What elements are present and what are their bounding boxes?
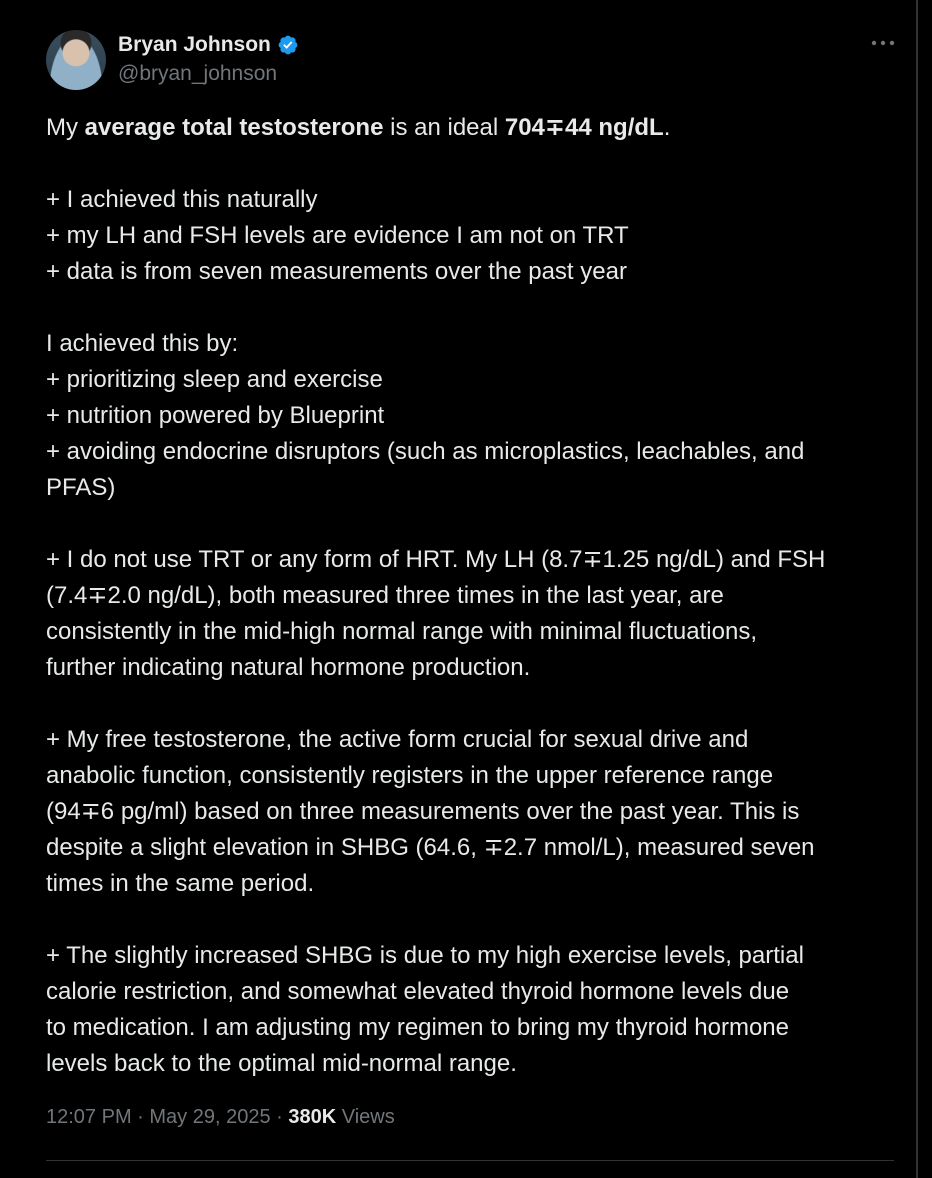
- more-options-icon[interactable]: [870, 38, 896, 48]
- post-line: My average total testosterone is an ideal 704∓44 ng/dL.: [46, 114, 671, 141]
- author-handle[interactable]: @bryan_johnson: [118, 62, 278, 85]
- post-line: calorie restriction, and somewhat elevated thyroid hormone levels due: [46, 978, 790, 1005]
- post-line: + The slightly increased SHBG is due to my high exercise levels, partial: [46, 942, 804, 969]
- post-line: (94∓6 pg/ml) based on three measurements over the past year. This is: [46, 798, 800, 825]
- post-header: [46, 30, 896, 92]
- meta-separator: ·: [131, 1106, 150, 1128]
- meta-separator: ·: [270, 1106, 289, 1128]
- post-text: [46, 110, 896, 1082]
- views-label: Views: [336, 1106, 395, 1128]
- post-line: + avoiding endocrine disruptors (such as microplastics, leachables, and: [46, 438, 805, 465]
- post-line: anabolic function, consistently registers in the upper reference range: [46, 762, 774, 789]
- verified-badge-icon: [277, 34, 299, 56]
- name-row: [118, 30, 299, 60]
- post-line: + prioritizing sleep and exercise: [46, 366, 383, 393]
- post-line: consistently in the mid-high normal range with minimal fluctuations,: [46, 618, 757, 645]
- post-line: despite a slight elevation in SHBG (64.6, ∓2.7 nmol/L), measured seven: [46, 834, 815, 861]
- post-line: + I do not use TRT or any form of HRT. My LH (8.7∓1.25 ng/dL) and FSH: [46, 546, 826, 573]
- divider: [46, 1160, 894, 1161]
- views-count[interactable]: 380K: [288, 1106, 337, 1128]
- post-line: further indicating natural hormone production.: [46, 654, 531, 681]
- post-line: (7.4∓2.0 ng/dL), both measured three times in the last year, are: [46, 582, 724, 609]
- author-block: [118, 30, 299, 86]
- post-line: times in the same period.: [46, 870, 315, 897]
- post-line: + my LH and FSH levels are evidence I am not on TRT: [46, 222, 629, 249]
- post-line: levels back to the optimal mid-normal range.: [46, 1050, 517, 1077]
- post-line: + nutrition powered by Blueprint: [46, 402, 385, 429]
- author-name[interactable]: Bryan Johnson: [118, 33, 271, 56]
- post-line: PFAS): [46, 474, 116, 501]
- avatar[interactable]: [46, 30, 106, 90]
- post-date[interactable]: May 29, 2025: [149, 1106, 271, 1128]
- post-line: + data is from seven measurements over the past year: [46, 258, 627, 285]
- post-meta: [46, 1106, 395, 1129]
- post-time[interactable]: 12:07 PM: [46, 1106, 132, 1128]
- post-line: to medication. I am adjusting my regimen to bring my thyroid hormone: [46, 1014, 790, 1041]
- post-line: + I achieved this naturally: [46, 186, 318, 213]
- post-line: I achieved this by:: [46, 330, 239, 357]
- post-line: + My free testosterone, the active form crucial for sexual drive and: [46, 726, 749, 753]
